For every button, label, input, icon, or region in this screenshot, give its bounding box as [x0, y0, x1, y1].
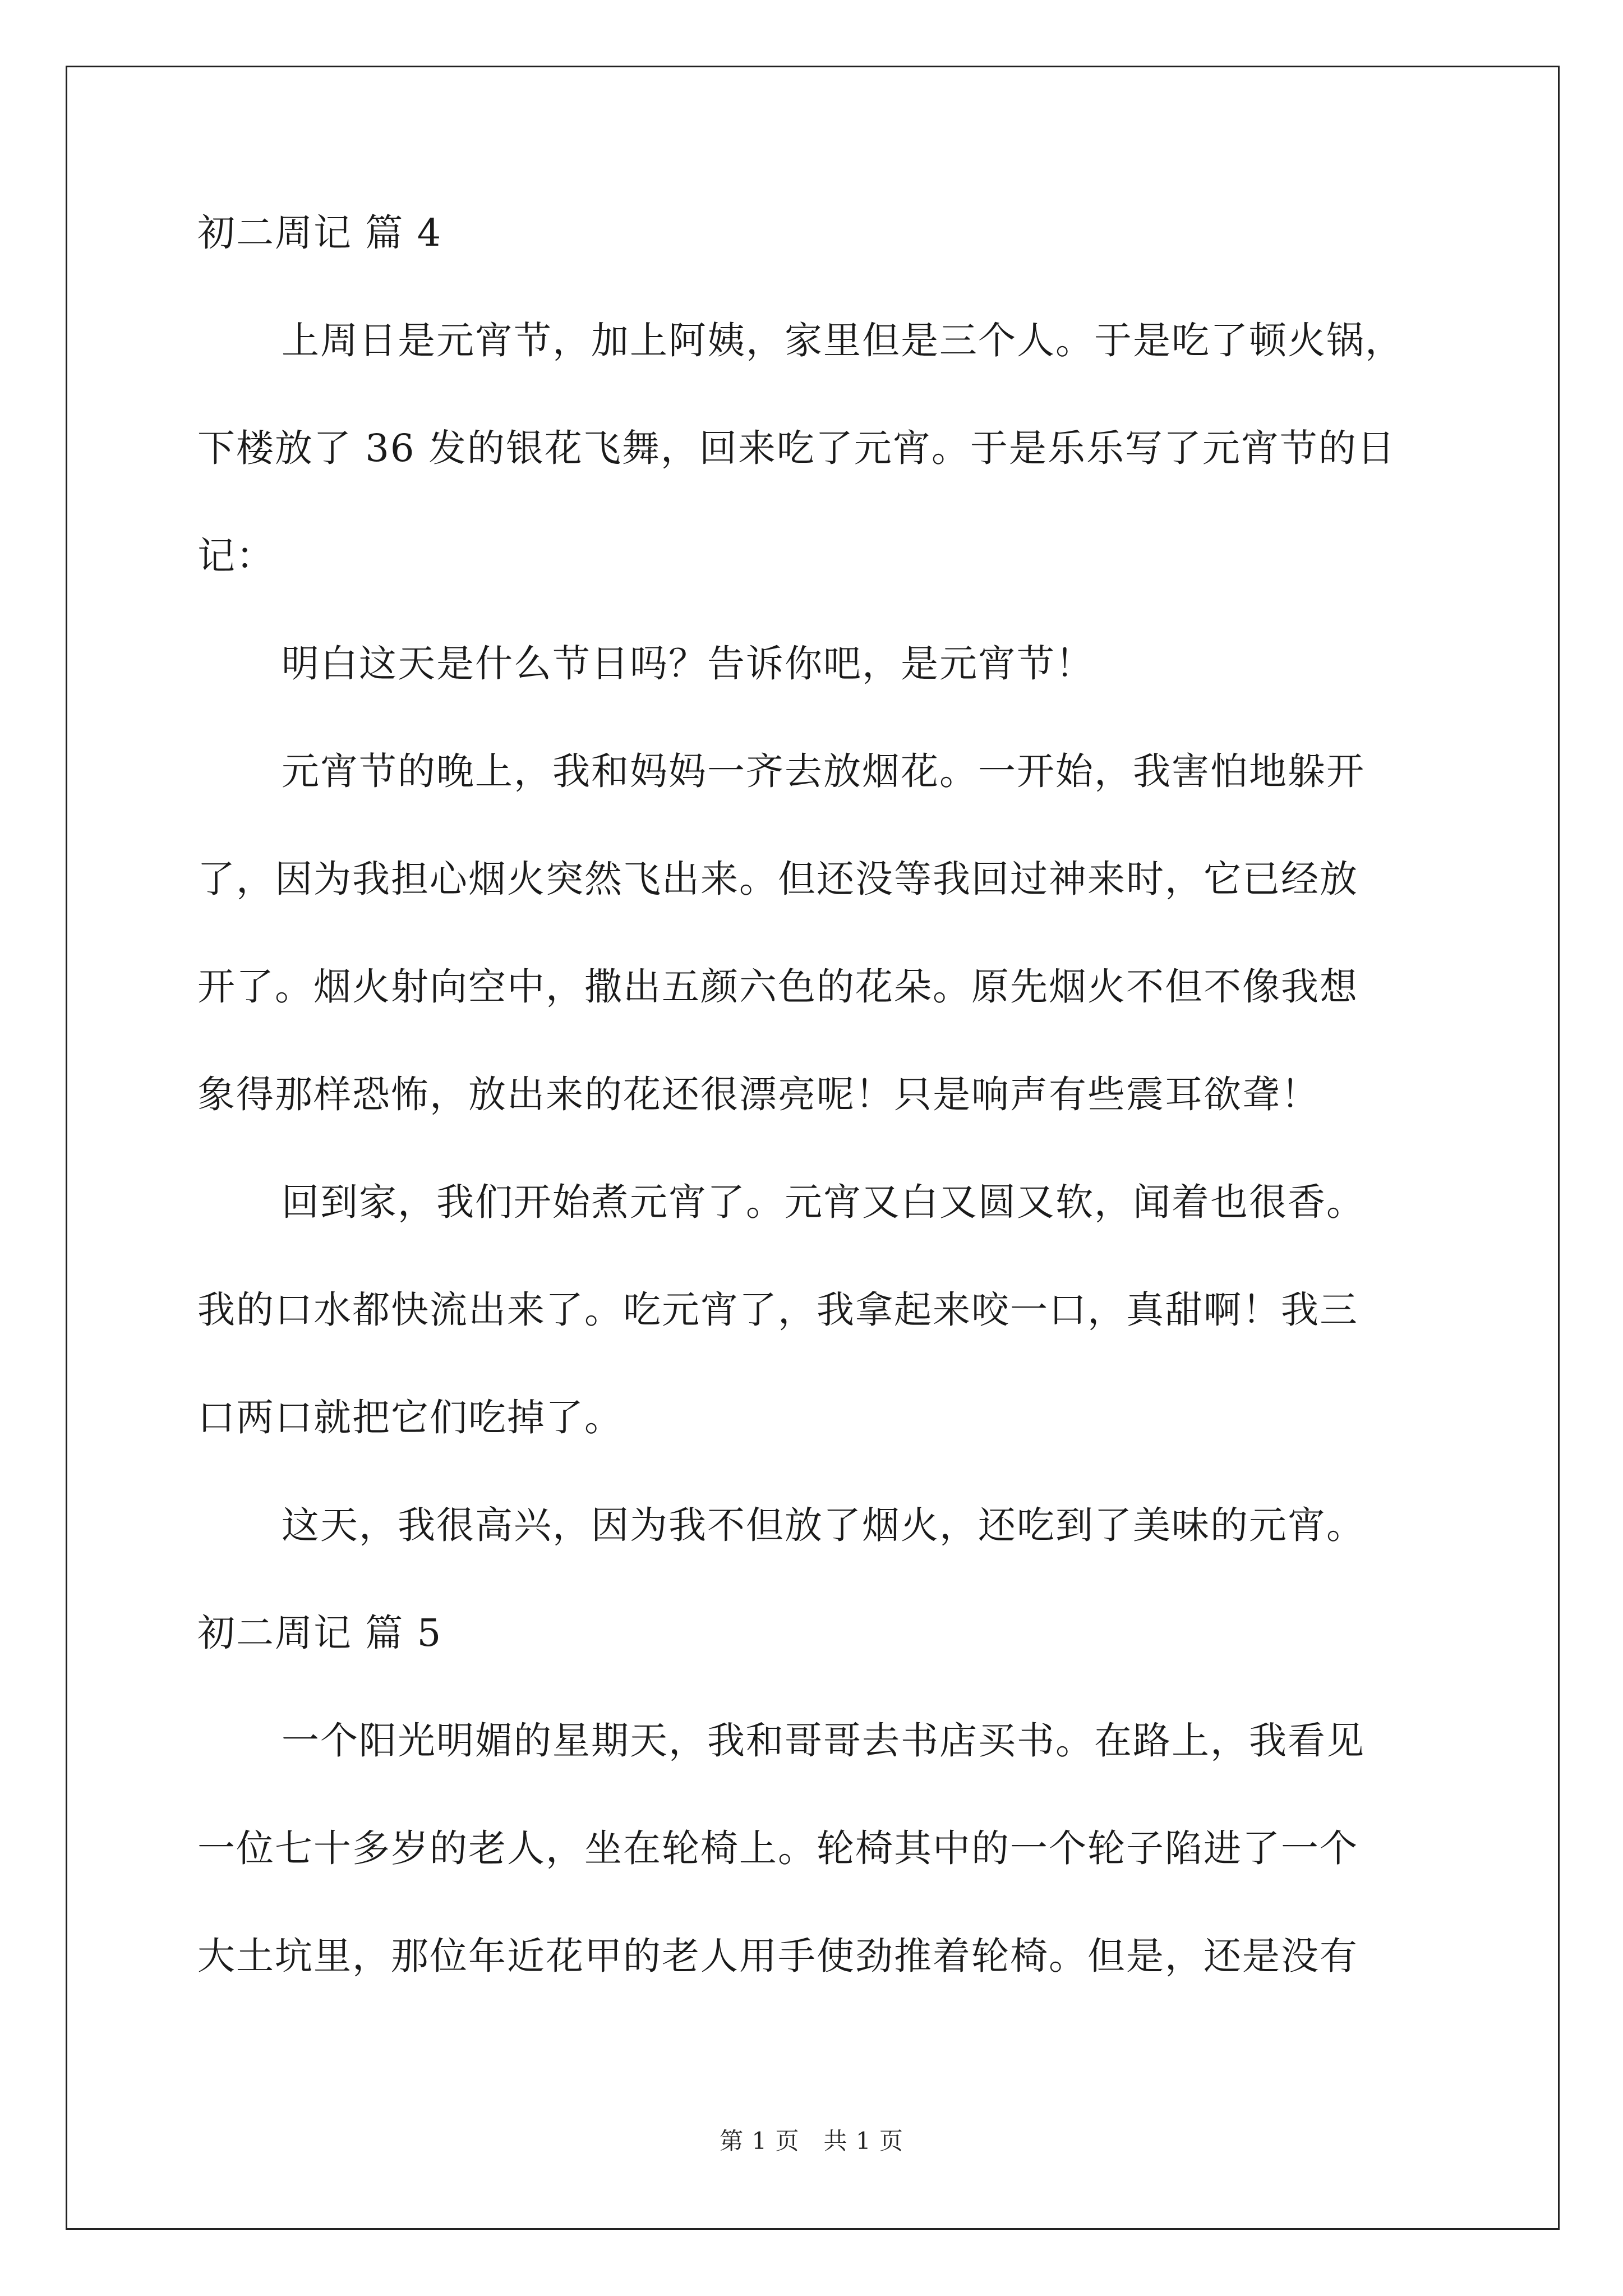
paragraph-line: 明白这天是什么节日吗？告诉你吧，是元宵节！ — [282, 642, 1094, 685]
paragraph-line: 下楼放了 36 发的银花飞舞，回来吃了元宵。于是乐乐写了元宵节的日 — [197, 426, 1396, 470]
paragraph-line: 开了。烟火射向空中，撒出五颜六色的花朵。原先烟火不但不像我想 — [197, 965, 1358, 1009]
paragraph-line: 这天，我很高兴，因为我不但放了烟火，还吃到了美味的元宵。 — [282, 1503, 1365, 1547]
page-footer: 第 1 页 共 1 页 — [720, 2127, 903, 2155]
paragraph-line: 回到家，我们开始煮元宵了。元宵又白又圆又软，闻着也很香。 — [282, 1180, 1365, 1224]
paragraph-line: 记： — [197, 534, 275, 578]
paragraph-line: 口两口就把它们吃掉了。 — [197, 1396, 623, 1439]
paragraph-line: 象得那样恐怖，放出来的花还很漂亮呢！只是响声有些震耳欲聋！ — [197, 1073, 1320, 1116]
paragraph-line: 了，因为我担心烟火突然飞出来。但还没等我回过神来时，它已经放 — [197, 857, 1358, 901]
paragraph-line: 元宵节的晚上，我和妈妈一齐去放烟花。一开始，我害怕地躲开 — [282, 749, 1365, 793]
paragraph-line: 一个阳光明媚的星期天，我和哥哥去书店买书。在路上，我看见 — [282, 1719, 1365, 1763]
section-heading-5: 初二周记 篇 5 — [197, 1611, 442, 1655]
section-heading-4: 初二周记 篇 4 — [197, 211, 442, 255]
document-body — [197, 211, 1431, 2045]
paragraph-line: 我的口水都快流出来了。吃元宵了，我拿起来咬一口，真甜啊！我三 — [197, 1288, 1358, 1332]
paragraph-line: 上周日是元宵节，加上阿姨，家里但是三个人。于是吃了顿火锅， — [282, 319, 1404, 362]
paragraph-line: 一位七十多岁的老人，坐在轮椅上。轮椅其中的一个轮子陷进了一个 — [197, 1826, 1358, 1870]
paragraph-line: 大土坑里，那位年近花甲的老人用手使劲推着轮椅。但是，还是没有 — [197, 1934, 1358, 1978]
